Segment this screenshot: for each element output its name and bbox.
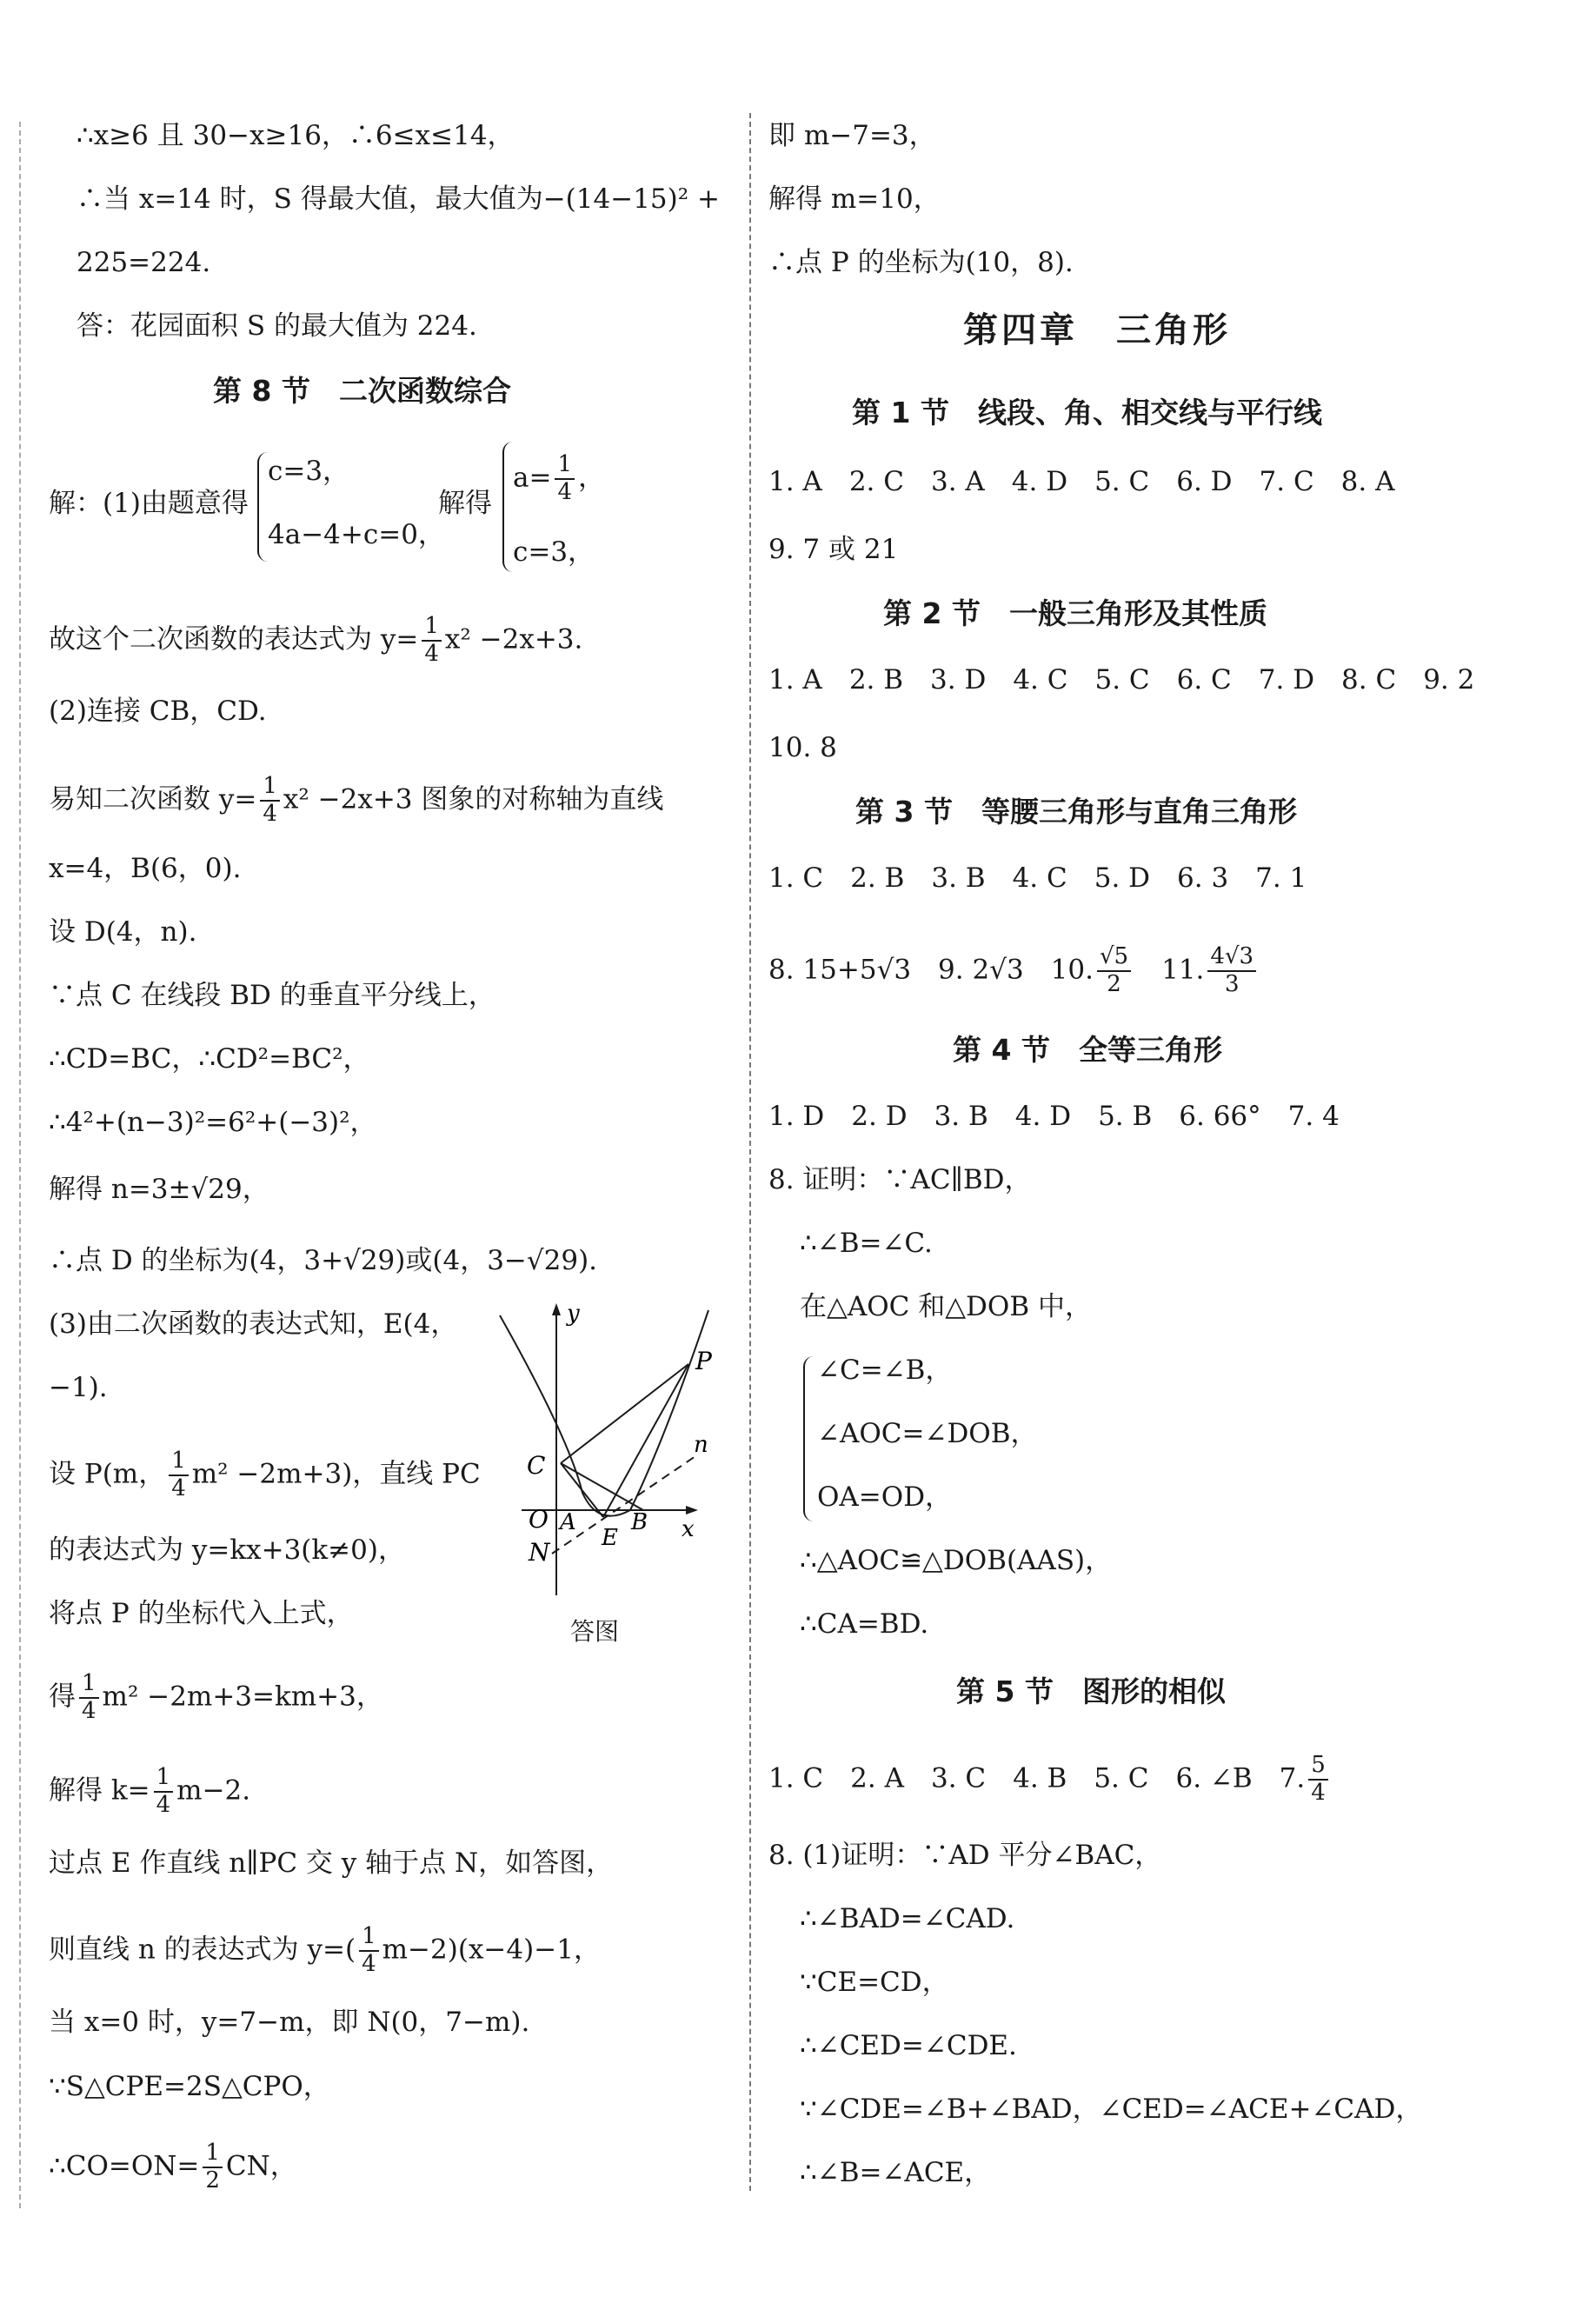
answer-line: 10. 8 [768, 732, 837, 763]
section-heading: 第 3 节 等腰三角形与直角三角形 [855, 795, 1297, 829]
column-divider [749, 113, 751, 2191]
section-heading: 第 1 节 线段、角、相交线与平行线 [852, 396, 1322, 429]
left-brace [257, 452, 268, 562]
text-line: ∴x≥6 且 30−x≥16，∴6≤x≤14， [76, 120, 515, 151]
text-line: 解得 n=3±√29， [49, 1174, 269, 1205]
text-line: 解得 k= $\frac{1}{4}$ m−2. [49, 1764, 251, 1818]
text-line: ∴∠BAD=∠CAD. [800, 1903, 1015, 1934]
text-line: 8. 证明：∵AC∥BD， [768, 1164, 1032, 1195]
text-line: 8. (1)证明：∵AD 平分∠BAC， [768, 1840, 1162, 1871]
text-line: ∴∠B=∠ACE， [800, 2157, 992, 2188]
chapter-title: 第四章 三角形 [963, 310, 1231, 350]
text-line: ∴CO=ON= $\frac{1}{2}$ CN， [49, 2140, 297, 2194]
text-line: 易知二次函数 y= $\frac{1}{4}$ x² −2x+3 图象的对称轴为直线 [49, 773, 664, 827]
text-line: ∴∠B=∠C. [800, 1228, 933, 1259]
line-pc [561, 1364, 688, 1463]
answer-line: 9. 7 或 21 [768, 534, 899, 565]
fraction: $\frac{1}{2}$ [203, 2140, 223, 2194]
fraction: $\frac{1}{4}$ [154, 1765, 174, 1819]
label-C: C [527, 1451, 546, 1480]
text-line: (2)连接 CB，CD. [49, 696, 267, 727]
fraction: $\frac{1}{4}$ [260, 774, 280, 828]
text-line [49, 488, 249, 520]
text-line: 当 x=0 时，y=7−m，即 N(0，7−m). [49, 2007, 530, 2038]
fraction: $\frac{1}{4}$ [555, 452, 575, 506]
system-line: ∠C=∠B， [817, 1355, 953, 1386]
line-cb [561, 1463, 643, 1510]
section-heading: 第 2 节 一般三角形及其性质 [883, 596, 1267, 630]
text-line: 在△AOC 和△DOB 中， [800, 1291, 1092, 1322]
fraction: $\frac{1}{4}$ [422, 614, 442, 668]
text-line: ∴CA=BD. [800, 1608, 929, 1640]
fraction: $\frac{√5}{2}$ [1097, 944, 1131, 998]
label-P: P [695, 1347, 712, 1375]
text-line: −1). [49, 1372, 108, 1403]
text-line: ∴∠CED=∠CDE. [800, 2030, 1017, 2061]
x-axis-arrow [686, 1506, 698, 1514]
text-line: (3)由二次函数的表达式知，E(4， [49, 1308, 458, 1340]
label-N: N [529, 1538, 550, 1567]
text-line: 设 P(m， $\frac{1}{4}$ m² −2m+3)，直线 PC [49, 1448, 481, 1501]
text-line: 解得 [438, 488, 492, 519]
left-margin-rule [19, 122, 21, 2208]
text-line: x=4，B(6，0). [49, 853, 242, 884]
label-A: A [560, 1509, 576, 1535]
label-E: E [602, 1525, 618, 1551]
answer-line: 1. A 2. B 3. D 4. C 5. C 6. C 7. D 8. C 9. 2 [768, 664, 1475, 696]
fraction: $\frac{5}{4}$ [1308, 1753, 1328, 1807]
solution-prefix: 解：(1)由题意得 [49, 488, 249, 519]
figure-caption: 答图 [570, 1617, 620, 1646]
fraction: $\frac{4√3}{3}$ [1207, 944, 1256, 998]
system-line: a= $\frac{1}{4}$ ， [513, 451, 606, 505]
left-brace [803, 1356, 814, 1521]
label-B: B [631, 1509, 648, 1535]
text-line: ∴△AOC≌△DOB(AAS)， [800, 1545, 1113, 1576]
system-line: c=3， [268, 456, 350, 487]
answer-line: 1. C 2. A 3. C 4. B 5. C 6. ∠B 7. $\frac{5}{4}$ [768, 1753, 1332, 1807]
answer-line: 8. 15+5√3 9. 2√3 10. $\frac{√5}{2}$ 11. $\frac{4√3}{3}$ [768, 944, 1260, 998]
text-line: 将点 P 的坐标代入上式， [49, 1598, 354, 1629]
y-axis-arrow [552, 1303, 561, 1315]
answer-line: 1. C 2. B 3. B 4. C 5. D 6. 3 7. 1 [768, 862, 1307, 894]
fraction: $\frac{1}{4}$ [79, 1671, 99, 1725]
text-line: ∵点 C 在线段 BD 的垂直平分线上， [49, 980, 495, 1011]
system-line: OA=OD， [817, 1481, 953, 1513]
text-line: ∴4²+(n−3)²=6²+(−3)²， [49, 1107, 377, 1138]
answer-line: 1. A 2. C 3. A 4. D 5. C 6. D 7. C 8. A [768, 466, 1395, 497]
answer-line: 1. D 2. D 3. B 4. D 5. B 6. 66° 7. 4 [768, 1101, 1340, 1132]
parabola-figure [487, 1300, 739, 1648]
fraction: $\frac{1}{4}$ [359, 1924, 379, 1978]
text-line: ∴点 D 的坐标为(4，3+√29)或(4，3−√29). [49, 1245, 598, 1276]
text-line: 则直线 n 的表达式为 y=( $\frac{1}{4}$ m−2)(x−4)−1， [49, 1923, 601, 1977]
section-heading: 第 4 节 全等三角形 [953, 1033, 1222, 1067]
text-line: ∴点 P 的坐标为(10，8). [768, 247, 1074, 278]
text-line: ∴CD=BC，∴CD²=BC²， [49, 1043, 370, 1075]
text-line: 故这个二次函数的表达式为 y= $\frac{1}{4}$ x² −2x+3. [49, 613, 583, 667]
text-line: ∵CE=CD， [800, 1967, 949, 1998]
system-line: ∠AOC=∠DOB， [817, 1418, 1038, 1449]
section-heading: 第 8 节 二次函数综合 [213, 374, 511, 408]
fraction: $\frac{1}{4}$ [169, 1448, 189, 1502]
text-line: ∴当 x=14 时，S 得最大值，最大值为−(14−15)² + [76, 183, 720, 215]
label-y: y [567, 1301, 580, 1327]
text-line: 得 $\frac{1}{4}$ m² −2m+3=km+3， [49, 1670, 383, 1724]
text-line: 即 m−7=3， [768, 120, 936, 151]
text-line: 225=224. [76, 247, 211, 278]
text-line: 的表达式为 y=kx+3(k≠0)， [49, 1534, 405, 1566]
left-brace [502, 442, 513, 572]
text-line: 设 D(4，n). [49, 916, 197, 948]
label-x: x [682, 1516, 695, 1542]
parabola-curve [500, 1310, 708, 1516]
text-line: 答：花园面积 S 的最大值为 224. [76, 310, 477, 342]
text-line: 过点 E 作直线 n∥PC 交 y 轴于点 N，如答图， [49, 1847, 614, 1879]
text-line: ∵S△CPE=2S△CPO， [49, 2071, 330, 2102]
text-line: ∵∠CDE=∠B+∠BAD，∠CED=∠ACE+∠CAD， [800, 2094, 1423, 2125]
text-line: 解得 m=10， [768, 183, 941, 215]
section-heading: 第 5 节 图形的相似 [956, 1674, 1226, 1708]
system-line: 4a−4+c=0， [268, 519, 445, 550]
label-O: O [529, 1505, 549, 1534]
label-n: n [694, 1432, 708, 1458]
system-line: c=3， [513, 536, 595, 568]
